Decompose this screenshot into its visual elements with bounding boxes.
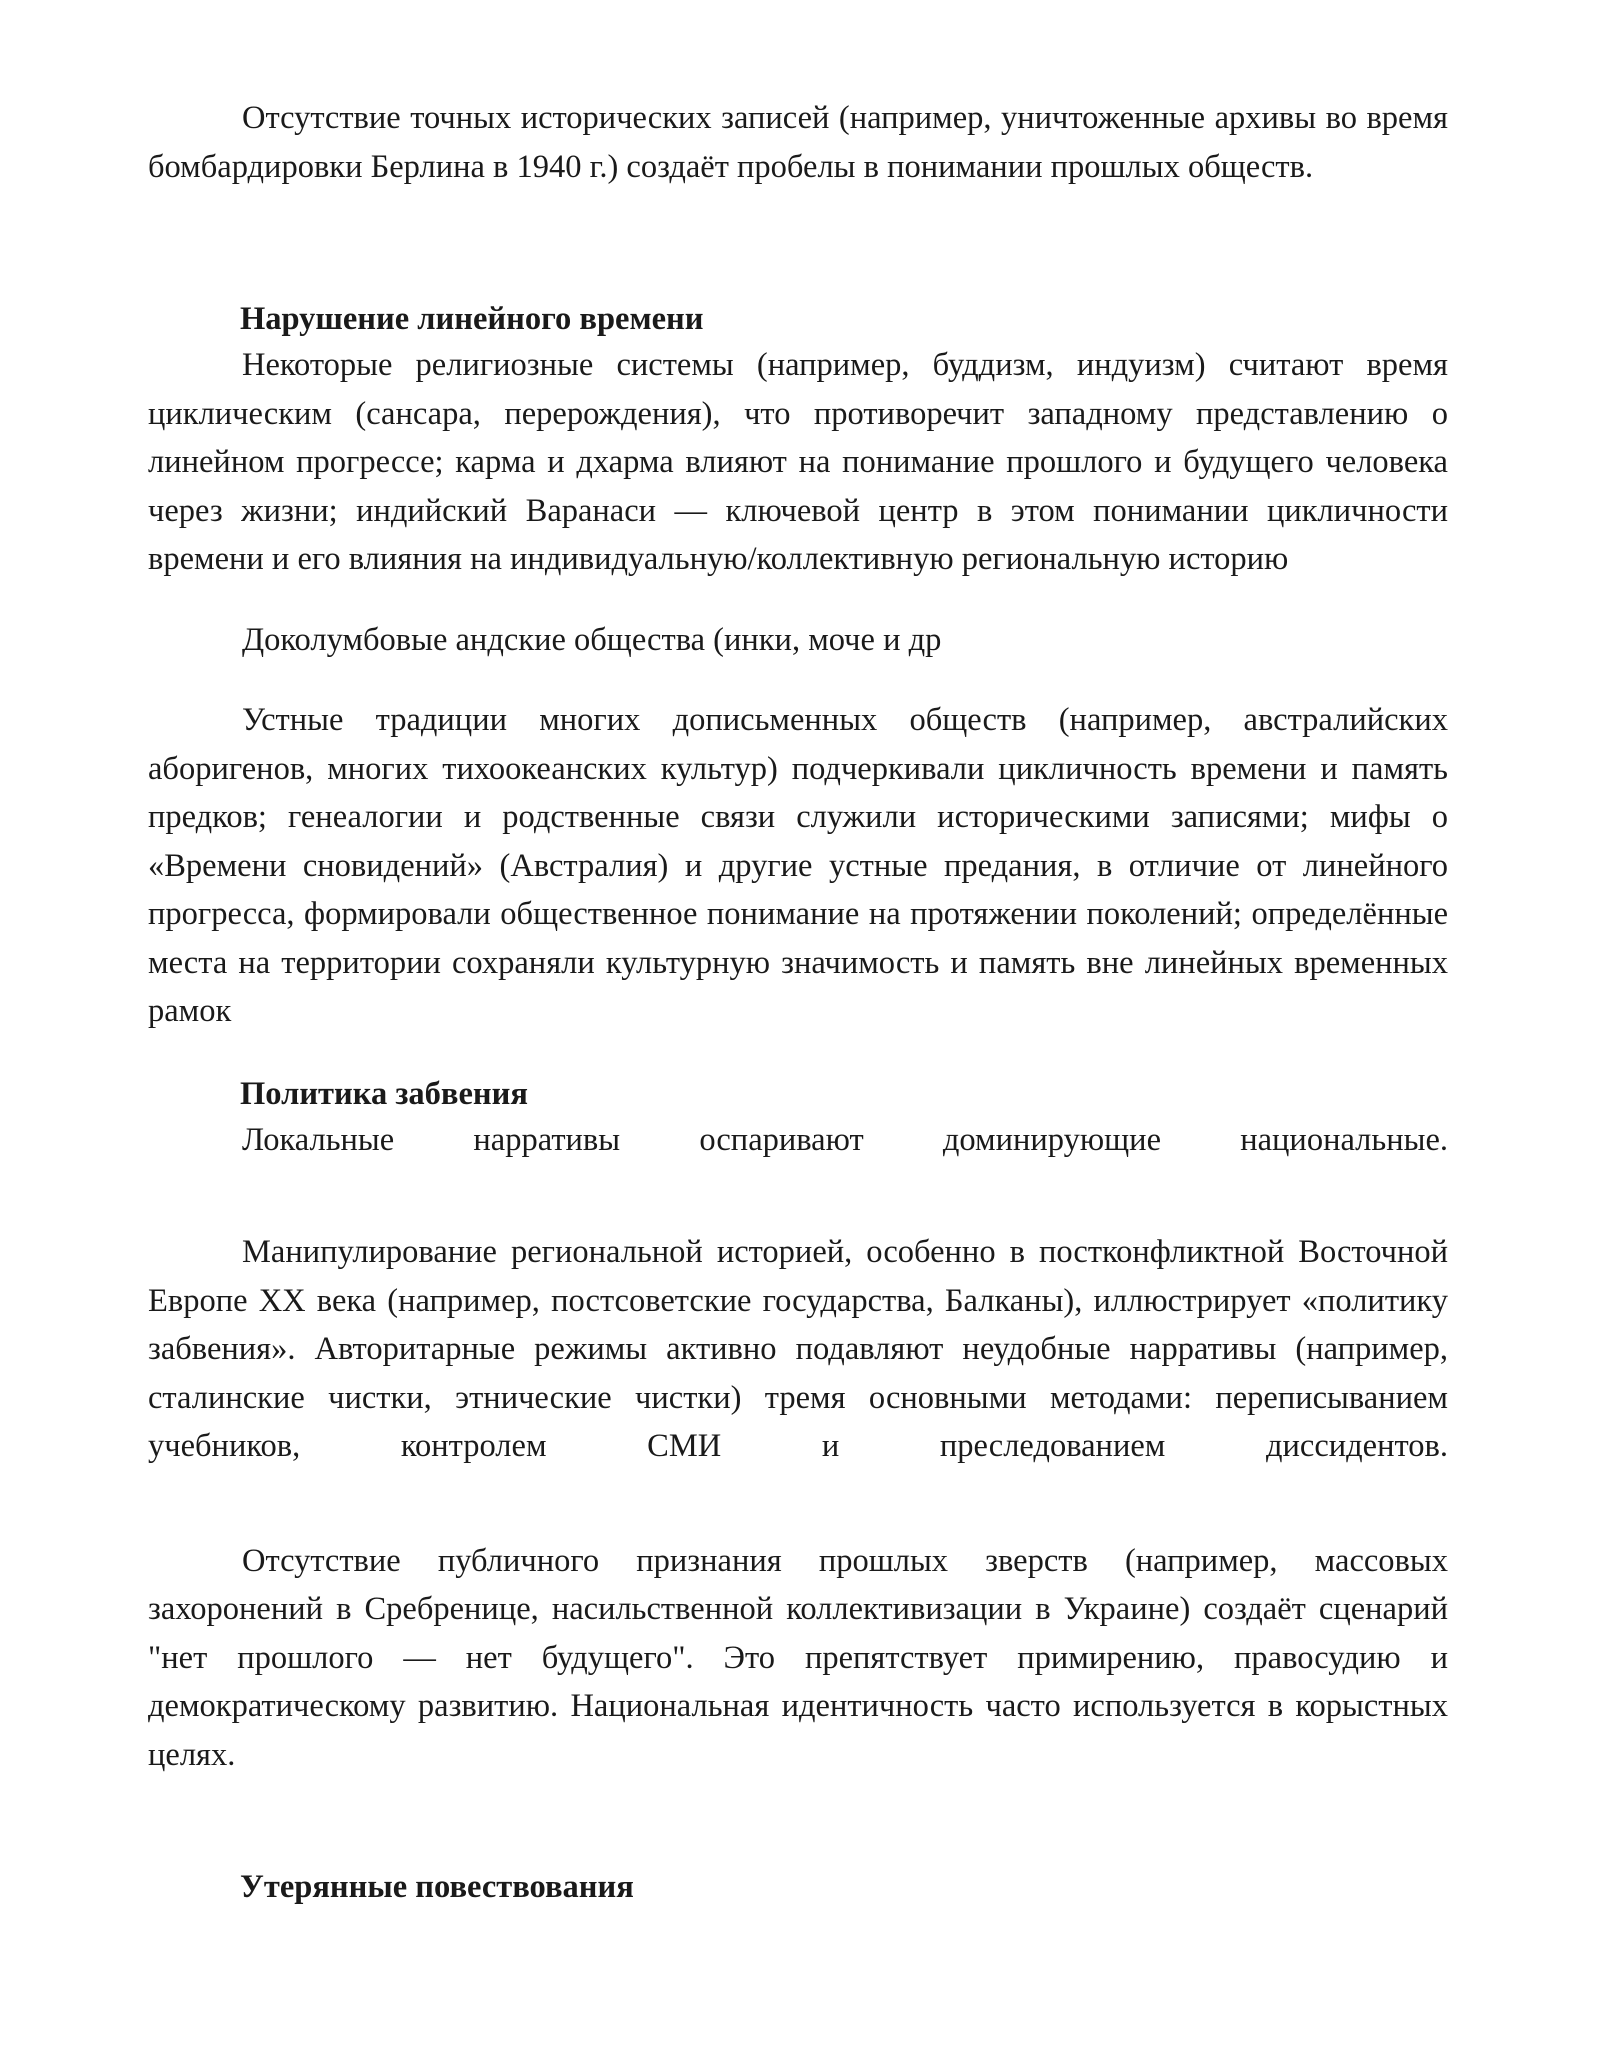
- heading-linear-time: Нарушение линейного времени: [240, 301, 704, 337]
- paragraph-missing-records: Отсутствие точных исторических записей (например, уничтоженные архивы во время бомбардировки Берлина в 1940 г.) создаёт пробелы в понимании прошлых обществ.: [148, 100, 1448, 185]
- paragraph-gap: [148, 664, 1448, 696]
- paragraph-cyclical-time: Некоторые религиозные системы (например, буддизм, индуизм) считают время циклическим (сансара, перерождения), что противоречит западному представлению о линейном прогрессе; карма и дхарма влияют на понимание прошлого и будущего человека через жизни; индийский Варанаси — ключевой центр в этом понимании цикличности времени и его влияния на индивидуальную/коллективную региональную историю: [148, 347, 1448, 577]
- paragraph-gap: [148, 1164, 1448, 1228]
- document-page: [148, 94, 1448, 1909]
- paragraph-oral-traditions: Устные традиции многих дописьменных обществ (например, австралийских аборигенов, многих тихоокеанских культур) подчеркивали цикличность времени и память предков; генеалогии и родственные связи служили историческими записями; мифы о «Времени сновидений» (Австралия) и другие устные предания, в отличие от линейного прогресса, формировали общественное понимание на протяжении поколений; определённые места на территории сохраняли культурную значимость и память вне линейных временных рамок: [148, 702, 1448, 1029]
- heading-lost-narratives: Утерянные повествования: [240, 1869, 634, 1905]
- paragraph-gap: [148, 1036, 1448, 1072]
- paragraph-history-manipulation: Манипулирование региональной историей, особенно в постконфликтной Восточной Европе XX века (например, постсоветские государства, Балканы), иллюстрирует «политику забвения». Авторитарные режимы активно подавляют неудобные нарративы (например, сталинские чистки, этнические чистки) тремя основными методами: переписыванием учебников, контролем СМИ и преследованием диссидентов.: [148, 1234, 1448, 1464]
- heading-politics-of-oblivion: Политика забвения: [240, 1075, 528, 1112]
- paragraph-gap: [148, 1471, 1448, 1537]
- paragraph-gap: [148, 584, 1448, 616]
- paragraph-gap: [148, 1779, 1448, 1865]
- paragraph-andean-societies: Доколумбовые андские общества (инки, моче и др: [242, 621, 942, 658]
- paragraph-gap: [148, 191, 1448, 297]
- paragraph-public-acknowledgement: Отсутствие публичного признания прошлых зверств (например, массовых захоронений в Сребренице, насильственной коллективизации в Украине) создаёт сценарий "нет прошлого — нет будущего". Это препятствует примирению, правосудию и демократическому развитию. Национальная идентичность часто используется в корыстных целях.: [148, 1542, 1448, 1773]
- paragraph-local-narratives: Локальные нарративы оспаривают доминирующие национальные.: [242, 1121, 1448, 1158]
